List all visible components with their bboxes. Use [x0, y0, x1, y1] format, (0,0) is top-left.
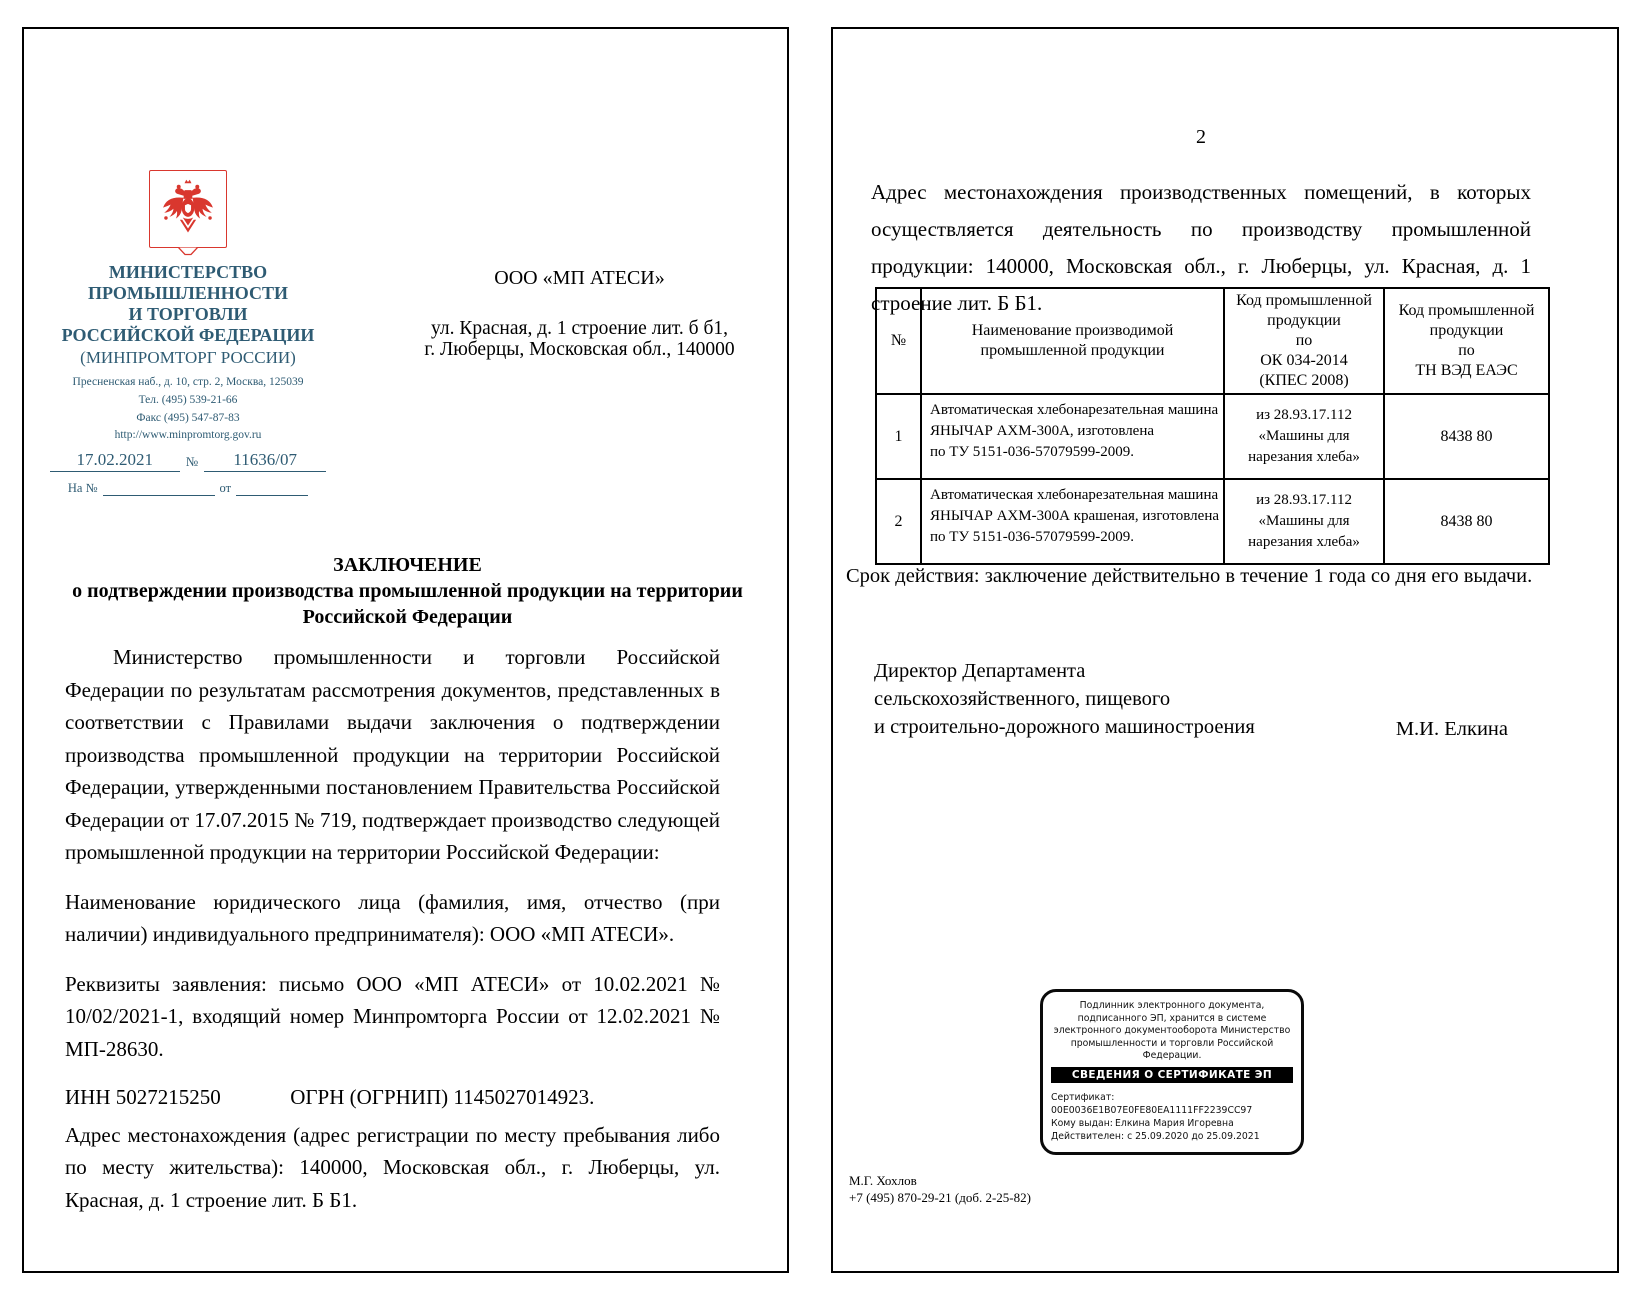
signer-position-line: сельскохозяйственного, пищевого	[874, 688, 1171, 710]
addressee-company: ООО «МП АТЕСИ»	[494, 267, 665, 289]
location-paragraph: Адрес местонахождения (адрес регистрации по месту пребывания либо по месту жительства): 140000, Московская обл., г. Люберцы, ул. Красная, д. 1 строение лит. Б Б1.	[65, 1122, 720, 1212]
issued-to-label: Кому выдан:	[1051, 1117, 1113, 1129]
column-header-number: №	[876, 288, 921, 394]
valid-label: Действителен:	[1051, 1130, 1125, 1142]
addressee-block	[382, 267, 777, 360]
issued-to-value: Елкина Мария Игоревна	[1115, 1117, 1234, 1129]
document-title	[65, 552, 750, 630]
outgoing-date-row	[38, 450, 338, 472]
row-number: 1	[876, 394, 921, 479]
inn-ogrn-row	[65, 1081, 720, 1114]
main-paragraph: Министерство промышленности и торговли Российской Федерации по результатам рассмотрения документов, представленных в соответствии с Правилами выдачи заключения о подтверждении производства промышленной продукции на территории Российской Федерации, утвержденными постановлением Правительства Российской Федерации от 17.07.2015 № 719, подтверждает производство следующей промышленной продукции на территории Российской Федерации:	[65, 645, 720, 864]
coat-of-arms-frame	[149, 170, 227, 248]
okp-code-cell: из 28.93.17.112 «Машины для нарезания хлеба»	[1224, 394, 1384, 479]
signature-block	[874, 657, 1534, 743]
ministry-name-line: РОССИЙСКОЙ ФЕДЕРАЦИИ	[61, 325, 315, 345]
certificate-label: Сертификат:	[1051, 1091, 1115, 1103]
stamp-header-text: Подлинник электронного документа, подписанного ЭП, хранится в системе электронного документооборота Министерство промышленности и торговли Российской Федерации.	[1053, 1000, 1291, 1061]
product-name-cell: Автоматическая хлебонарезательная машина ЯНЫЧАР АХМ-300А, изготовлена по ТУ 5151-036-57079599-2009.	[921, 394, 1224, 479]
page-2	[831, 27, 1619, 1273]
signer-position-line: и строительно-дорожного машиностроения	[874, 716, 1255, 738]
ministry-phone: Тел. (495) 539-21-66	[138, 394, 238, 406]
title-line: ЗАКЛЮЧЕНИЕ	[333, 554, 482, 576]
inn-value: ИНН 5027215250	[65, 1085, 221, 1109]
column-header-product-name: Наименование производимой промышленной продукции	[921, 288, 1224, 394]
page-1	[22, 27, 789, 1273]
signer-name: М.И. Елкина	[1395, 718, 1508, 740]
outgoing-date: 17.02.2021	[50, 450, 180, 472]
frame-notch	[177, 247, 199, 256]
reply-to-label: На №	[67, 480, 98, 495]
reply-from-label: от	[219, 480, 232, 495]
column-header-tnved-code: Код промышленной продукции по ТН ВЭД ЕАЭС	[1384, 288, 1549, 394]
certificate-value: 00E0036E1B07E0FE80EA1111FF2239CC97	[1051, 1104, 1253, 1116]
certificate-row	[1051, 1091, 1293, 1117]
table-header-row	[876, 288, 1549, 394]
reply-number-blank	[103, 482, 215, 496]
table-row	[876, 394, 1549, 479]
reply-date-blank	[236, 482, 308, 496]
addressee-address-line: г. Люберцы, Московская обл., 140000	[424, 339, 735, 360]
letterhead	[38, 170, 338, 496]
title-line: о подтверждении производства промышленной продукции на территории	[72, 580, 743, 602]
number-sign: №	[185, 453, 199, 469]
reply-reference-row	[38, 481, 338, 496]
row-number: 2	[876, 479, 921, 564]
executor-contact	[849, 1172, 1031, 1206]
products-table	[875, 287, 1550, 565]
stamp-bar-title: СВЕДЕНИЯ О СЕРТИФИКАТЕ ЭП	[1051, 1067, 1293, 1083]
ministry-name-line: МИНИСТЕРСТВО	[108, 262, 268, 282]
validity-paragraph: Срок действия: заключение действительно в течение 1 года со дня его выдачи.	[846, 565, 1533, 587]
ministry-fax: Факс (495) 547-87-83	[136, 411, 240, 424]
executor-phone: +7 (495) 870-29-21 (доб. 2-25-82)	[849, 1190, 1031, 1205]
ministry-name-line: И ТОРГОВЛИ	[128, 304, 248, 324]
signer-position-line: Директор Департамента	[874, 660, 1086, 682]
legal-name-paragraph: Наименование юридического лица (фамилия, имя, отчество (при наличии) индивидуального предпринимателя): ООО «МП АТЕСИ».	[65, 889, 720, 946]
addressee-address-line: ул. Красная, д. 1 строение лит. б б1,	[430, 318, 729, 339]
production-address-paragraph: Адрес местонахождения производственных помещений, в которых осуществляется деятельность по производству промышленной продукции: 140000, Московская обл., г. Люберцы, ул. Красная, д. 1 строение лит. Б Б1.	[871, 180, 1531, 315]
okp-code-cell: из 28.93.17.112 «Машины для нарезания хлеба»	[1224, 479, 1384, 564]
table-row	[876, 479, 1549, 564]
ministry-postal-address: Пресненская наб., д. 10, стр. 2, Москва, 125039	[72, 376, 304, 388]
tnved-code-cell: 8438 80	[1384, 394, 1549, 479]
outgoing-number: 11636/07	[204, 450, 326, 472]
page-number: 2	[1196, 126, 1206, 148]
tnved-code-cell: 8438 80	[1384, 479, 1549, 564]
ministry-name-line: ПРОМЫШЛЕННОСТИ	[88, 283, 288, 303]
russian-double-headed-eagle-icon	[159, 177, 217, 242]
product-name-cell: Автоматическая хлебонарезательная машина ЯНЫЧАР АХМ-300А крашеная, изготовлена по ТУ 5151-036-57079599-2009.	[921, 479, 1224, 564]
ministry-website: http://www.minpromtorg.gov.ru	[114, 429, 262, 441]
valid-value: с 25.09.2020 до 25.09.2021	[1127, 1130, 1260, 1142]
application-paragraph: Реквизиты заявления: письмо ООО «МП АТЕСИ» от 10.02.2021 № 10/02/2021-1, входящий номер Минпромторга России от 12.02.2021 № МП-28630.	[65, 971, 720, 1061]
document-body	[65, 641, 720, 1216]
ogrn-value: ОГРН (ОГРНИП) 1145027014923.	[290, 1085, 595, 1109]
ministry-short-name: (МИНПРОМТОРГ РОССИИ)	[80, 348, 296, 367]
column-header-okp-code: Код промышленной продукции по ОК 034-2014 (КПЕС 2008)	[1224, 288, 1384, 394]
executor-name: М.Г. Хохлов	[849, 1173, 917, 1188]
validity-row	[1051, 1130, 1293, 1143]
issued-to-row	[1051, 1117, 1293, 1130]
title-line: Российской Федерации	[302, 606, 513, 628]
e-signature-stamp	[1040, 989, 1304, 1155]
